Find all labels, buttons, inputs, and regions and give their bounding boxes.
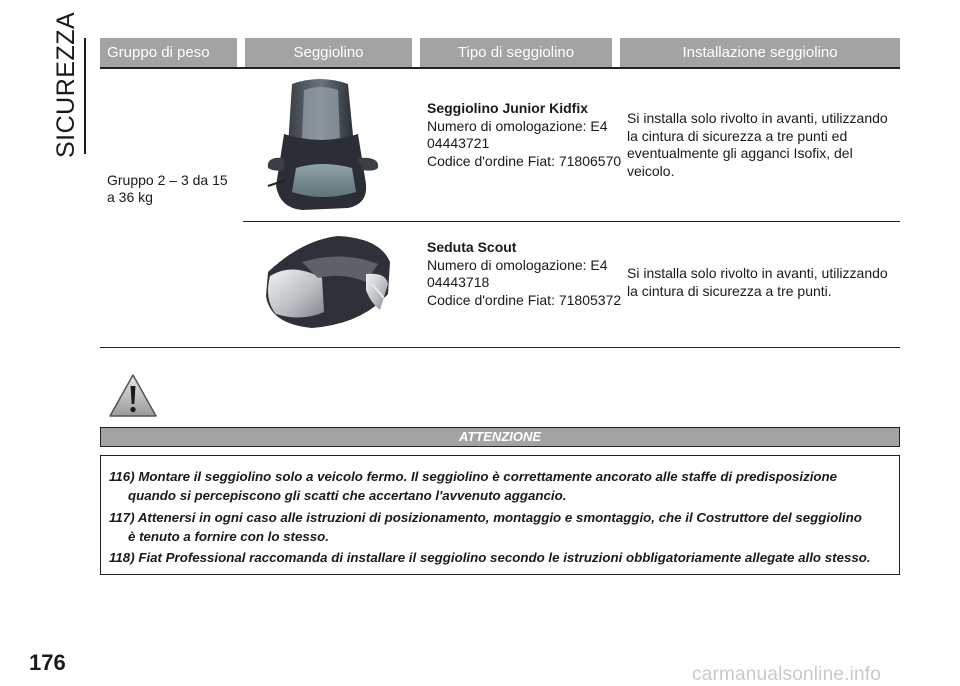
warning-icon [108,373,158,419]
note-116 [109,468,894,505]
product-kidfix [427,100,627,170]
note-117 [109,509,894,546]
header-seat: Seggiolino [245,38,412,68]
product-scout [427,239,627,309]
scout-booster-image [262,232,397,332]
installation-scout: Si installa solo rivolto in avanti, utilizzando la cintura di sicurezza a tre punti. [627,265,888,299]
section-title-rule [84,38,86,154]
homologation-number: Numero di omologazione: E4 04443721 [427,117,608,151]
order-code: Codice d'ordine Fiat: 71805372 [427,291,622,308]
warning-notes [100,455,900,575]
table-header [100,38,900,68]
watermark: carmanualsonline.info [692,664,882,685]
note-line: quando si percepiscono gli scatti che accertano l'avvenuto aggancio. [128,487,567,503]
note-line: 118) Fiat Professional raccomanda di installare il seggiolino secondo le istruzioni obbligatoriamente allegate allo stesso. [109,550,871,565]
note-line: è tenuto a fornire con lo stesso. [128,528,329,544]
table-bottom-rule [100,347,900,348]
kidfix-seat-image [262,76,380,216]
note-line: 117) Attenersi in ogni caso alle istruzioni di posizionamento, montaggio e smontaggio, che il Costruttore del seggiolino [109,510,862,525]
weight-group-label: Gruppo 2 – 3 da 15 a 36 kg [107,172,228,205]
header-rule [100,67,900,69]
page-number: 176 [29,650,66,675]
installation-kidfix: Si installa solo rivolto in avanti, utilizzando la cintura di sicurezza a tre punti ed eventualmente gli agganci Isofix, del veicolo. [627,110,888,179]
header-installation: Installazione seggiolino [620,38,900,68]
note-line: 116) Montare il seggiolino solo a veicolo fermo. Il seggiolino è correttamente ancorato alle staffe di predisposizione [109,469,838,484]
note-118 [109,549,894,568]
header-seat-type: Tipo di seggiolino [420,38,612,68]
order-code: Codice d'ordine Fiat: 71806570 [427,152,622,169]
header-weight-group: Gruppo di peso [100,38,237,68]
section-title: SICUREZZA [52,11,80,158]
product-name: Seggiolino Junior Kidfix [427,100,588,116]
homologation-number: Numero di omologazione: E4 04443718 [427,256,608,290]
warning-title: ATTENZIONE [100,427,900,447]
product-name: Seduta Scout [427,239,517,255]
row-divider [243,221,900,222]
